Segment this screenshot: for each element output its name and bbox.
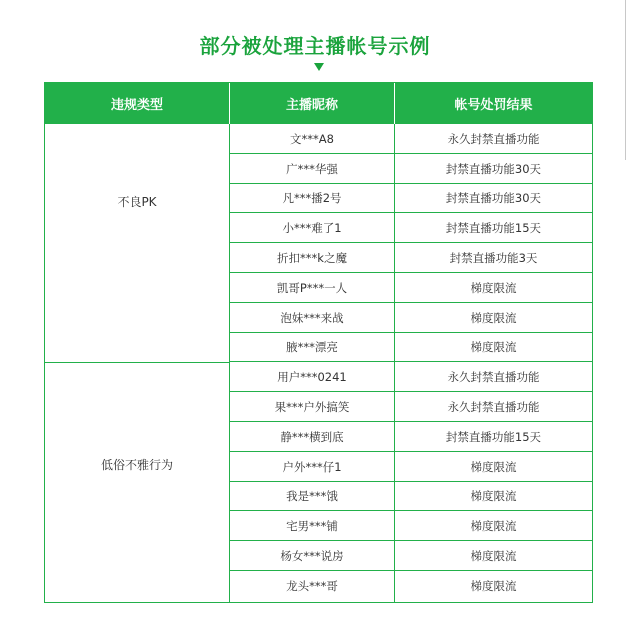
penalty-result: 封禁直播功能30天 xyxy=(445,191,542,206)
penalty-result: 梯度限流 xyxy=(470,310,517,325)
streamer-name: 腋***漂亮 xyxy=(286,340,338,355)
streamer-name: 我是***饿 xyxy=(286,489,338,504)
streamer-name: 户外***仔1 xyxy=(282,459,342,474)
table-row xyxy=(230,303,592,333)
table-row xyxy=(230,422,592,452)
header-violation-type: 违规类型 xyxy=(45,83,229,124)
streamer-name: 凯哥P***一人 xyxy=(276,280,348,295)
table-row xyxy=(230,154,592,184)
table-row xyxy=(230,541,592,571)
table-row xyxy=(230,482,592,512)
penalty-result: 梯度限流 xyxy=(470,549,517,564)
streamer-name: 用户***0241 xyxy=(277,370,347,385)
penalty-result: 梯度限流 xyxy=(470,578,517,593)
penalty-result: 封禁直播功能15天 xyxy=(445,221,542,236)
table-row xyxy=(230,511,592,541)
header-streamer-name: 主播昵称 xyxy=(230,83,394,124)
table-row xyxy=(230,392,592,422)
streamer-name: 小***难了1 xyxy=(282,221,342,236)
table-row xyxy=(230,452,592,482)
penalty-result: 永久封禁直播功能 xyxy=(447,370,540,385)
penalty-result: 梯度限流 xyxy=(470,519,517,534)
penalty-result: 封禁直播功能15天 xyxy=(445,429,542,444)
penalty-result: 封禁直播功能30天 xyxy=(445,161,542,176)
table-row xyxy=(230,571,592,601)
table-row xyxy=(230,273,592,303)
table-row xyxy=(230,213,592,243)
streamer-name: 广***华强 xyxy=(286,161,338,176)
header-penalty-result: 帐号处罚结果 xyxy=(395,83,592,124)
penalty-result: 封禁直播功能3天 xyxy=(449,251,538,266)
streamer-name: 折扣***k之魔 xyxy=(277,251,347,266)
streamer-name: 杨女***说房 xyxy=(280,549,344,564)
table-row xyxy=(230,124,592,154)
page-title: 部分被处理主播帐号示例 xyxy=(199,34,431,58)
table-row xyxy=(230,243,592,273)
streamer-name: 文***A8 xyxy=(290,131,334,146)
streamer-name: 泡妹***来战 xyxy=(280,310,344,325)
streamer-name: 宅男***铺 xyxy=(286,519,338,534)
penalty-result: 梯度限流 xyxy=(470,459,517,474)
penalty-result: 梯度限流 xyxy=(470,489,517,504)
streamer-name: 静***横到底 xyxy=(280,429,344,444)
violation-type-bad-pk: 不良PK xyxy=(117,195,157,209)
penalty-table xyxy=(44,82,593,603)
table-row xyxy=(230,362,592,392)
table-row xyxy=(230,184,592,214)
penalty-result: 梯度限流 xyxy=(470,280,517,295)
down-arrow-icon xyxy=(314,63,324,71)
penalty-result: 梯度限流 xyxy=(470,340,517,355)
penalty-result: 永久封禁直播功能 xyxy=(447,131,540,146)
streamer-name: 凡***播2号 xyxy=(282,191,342,206)
violation-type-vulgar: 低俗不雅行为 xyxy=(100,458,173,472)
streamer-name: 龙头***哥 xyxy=(286,578,338,593)
group-divider xyxy=(45,362,229,363)
divider xyxy=(625,0,626,160)
table-row xyxy=(230,333,592,363)
streamer-name: 果***户外搞笑 xyxy=(274,400,350,415)
penalty-result: 永久封禁直播功能 xyxy=(447,400,540,415)
